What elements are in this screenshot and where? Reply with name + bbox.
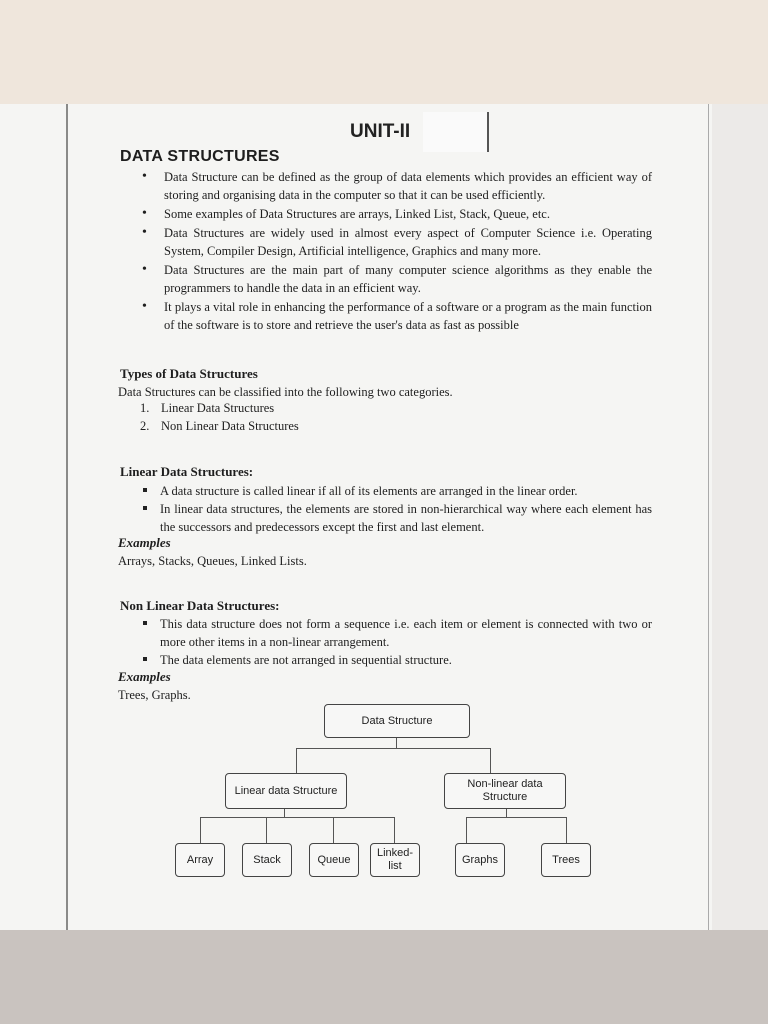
connector-line <box>566 817 567 843</box>
page-edge <box>712 104 768 930</box>
list-item: • Some examples of Data Structures are arrays, Linked List, Stack, Queue, etc. <box>140 205 652 223</box>
item-text: Non Linear Data Structures <box>161 418 299 433</box>
margin-rule <box>66 104 68 930</box>
document-page <box>0 104 768 930</box>
list-item: This data structure does not form a sequence i.e. each item or element is connected with two or more other items in a non-linear arrangement. <box>140 615 652 651</box>
list-item: • Data Structures are the main part of many computer science algorithms as they enable the programmers to handle the data in an efficient way. <box>140 261 652 297</box>
list-item: • Data Structure can be defined as the group of data elements which provides an efficient way of storing and organising data in the computer so that it can be used efficiently. <box>140 168 652 204</box>
unit-label-box <box>423 112 489 152</box>
connector-line <box>200 817 201 843</box>
list-item: A data structure is called linear if all of its elements are arranged in the linear order. <box>140 482 652 500</box>
types-list <box>140 400 299 435</box>
list-item: • It plays a vital role in enhancing the performance of a software or a program as the main function of the software is to store and retrieve the user's data as fast as possible <box>140 298 652 334</box>
root-node: Data Structure <box>324 704 470 738</box>
nonlinear-heading: Non Linear Data Structures: <box>120 598 280 613</box>
stack-node: Stack <box>242 843 292 877</box>
connector-line <box>466 817 467 843</box>
array-node: Array <box>175 843 225 877</box>
linear-node: Linear data Structure <box>225 773 347 809</box>
nonlinear-node: Non-linear data Structure <box>444 773 566 809</box>
nonlinear-bullet-list <box>140 615 652 669</box>
connector-line <box>466 817 566 818</box>
types-heading: Types of Data Structures <box>120 366 258 381</box>
connector-line <box>490 748 491 773</box>
connector-line <box>296 748 490 749</box>
queue-node: Queue <box>309 843 359 877</box>
item-number: 2. <box>140 418 150 433</box>
linked-list-node: Linked-list <box>370 843 420 877</box>
linear-examples-label: Examples <box>118 535 171 550</box>
linear-heading: Linear Data Structures: <box>120 464 254 479</box>
connector-line <box>333 817 334 843</box>
linear-bullet-list <box>140 482 652 536</box>
connector-line <box>200 817 394 818</box>
list-item <box>140 400 299 418</box>
nonlinear-examples-label: Examples <box>118 669 171 684</box>
connector-line <box>394 817 395 843</box>
unit-title: UNIT-II <box>350 121 411 142</box>
graphs-node: Graphs <box>455 843 505 877</box>
list-item: The data elements are not arranged in sequential structure. <box>140 651 652 669</box>
list-item: • Data Structures are widely used in almost every aspect of Computer Science i.e. Operating System, Compiler Design, Artificial intelligence, Graphics and many more. <box>140 224 652 260</box>
page-heading: DATA STRUCTURES <box>120 148 280 165</box>
list-item: In linear data structures, the elements are stored in non-hierarchical way where each element has the successors and predecessors except the first and last element. <box>140 500 652 536</box>
linear-examples: Arrays, Stacks, Queues, Linked Lists. <box>118 554 307 568</box>
item-text: Linear Data Structures <box>161 401 275 415</box>
list-item <box>140 418 299 436</box>
nonlinear-examples: Trees, Graphs. <box>118 688 191 702</box>
intro-bullet-list <box>140 168 652 335</box>
right-margin-rule <box>708 104 709 930</box>
connector-line <box>296 748 297 773</box>
types-intro: Data Structures can be classified into the following two categories. <box>118 385 453 399</box>
background-surface <box>0 930 768 1024</box>
item-number: 1. <box>140 401 150 415</box>
trees-node: Trees <box>541 843 591 877</box>
connector-line <box>266 817 267 843</box>
